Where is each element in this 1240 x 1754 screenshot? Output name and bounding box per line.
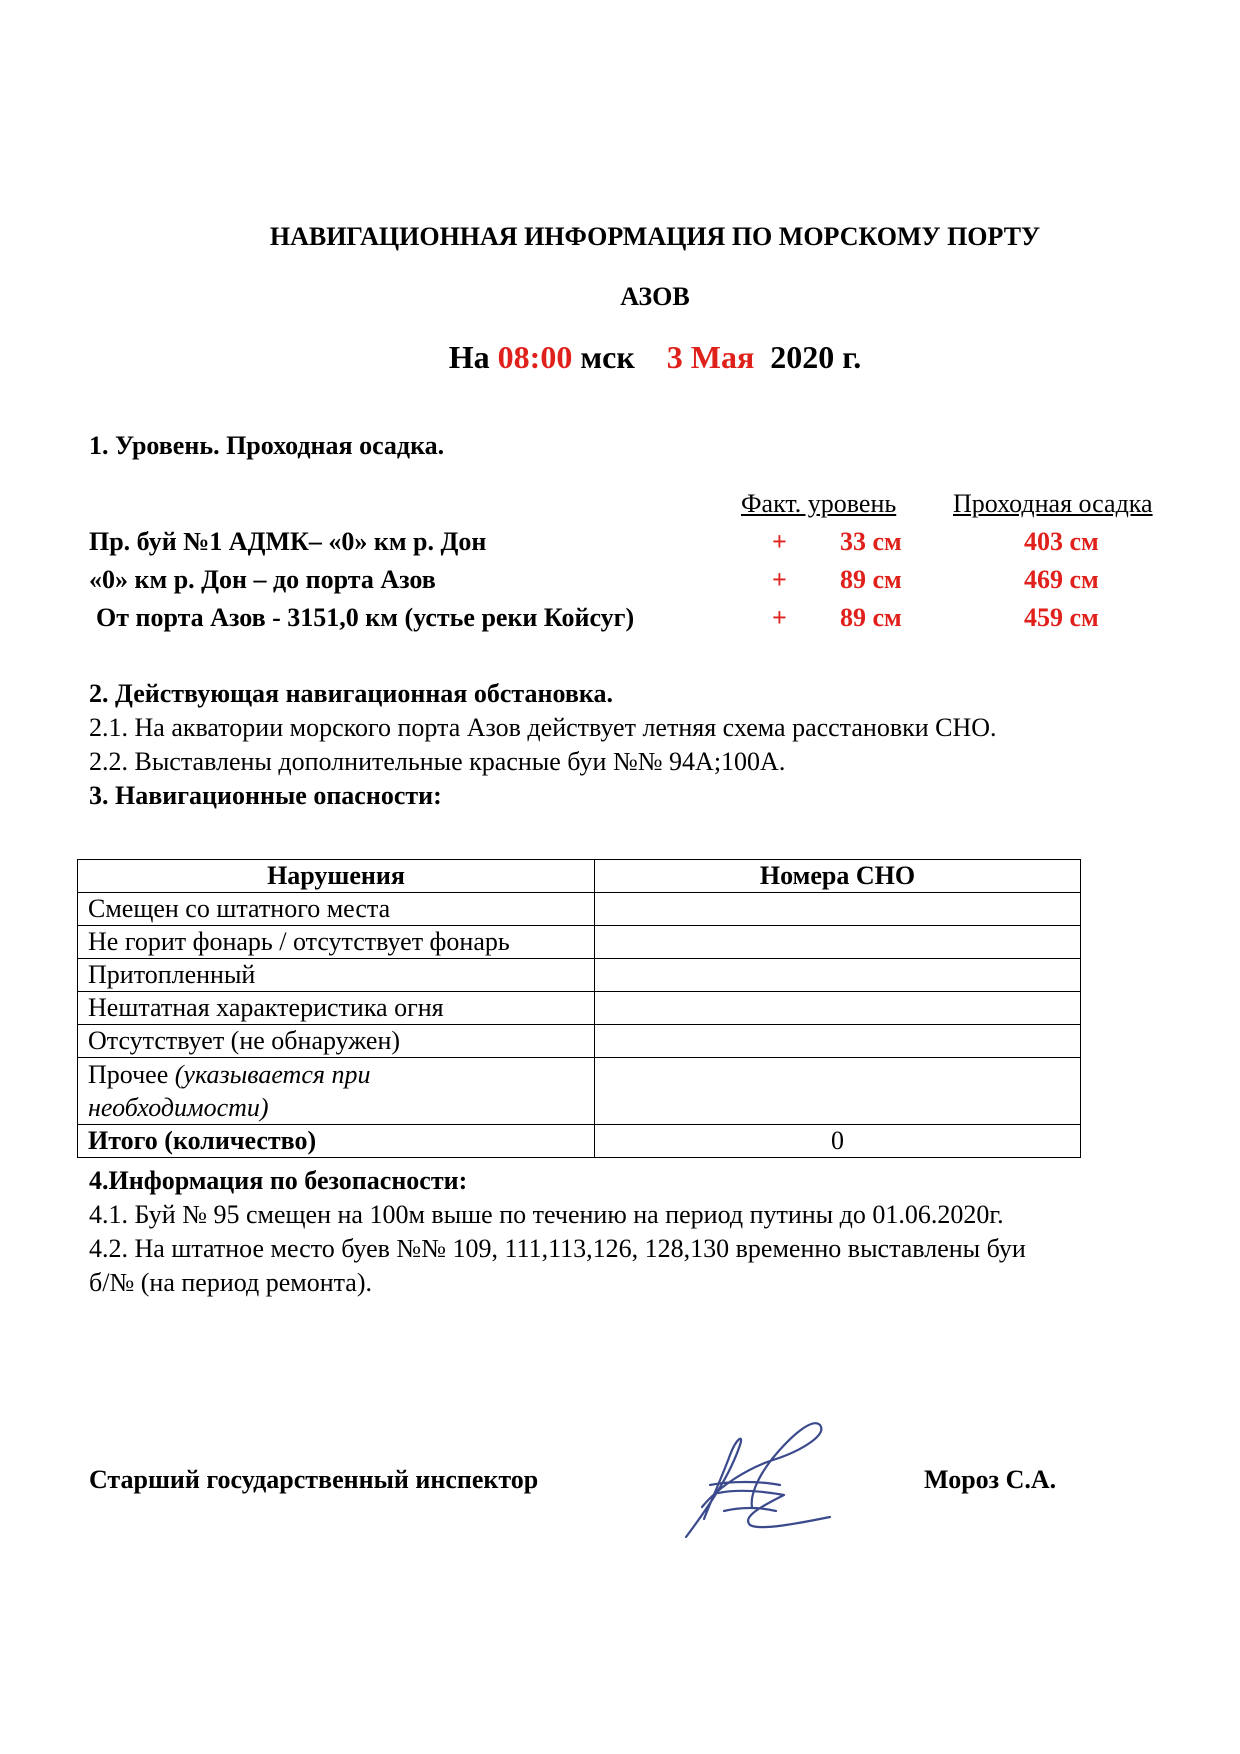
violation-label: Не горит фонарь / отсутствует фонарь	[78, 926, 595, 959]
level-row-draft: 403 см	[1024, 527, 1099, 556]
violation-label-other	[78, 1058, 595, 1125]
sno-numbers-cell	[595, 992, 1081, 1025]
level-row-level: 33 см	[840, 527, 902, 556]
report-year: 2020 г.	[770, 339, 862, 375]
violation-label: Нештатная характеристика огня	[78, 992, 595, 1025]
section4-item: б/№ (на период ремонта).	[89, 1268, 373, 1297]
section2-item: 2.1. На акватории морского порта Азов действует летняя схема расстановки СНО.	[89, 713, 997, 742]
other-note: необходимости)	[88, 1093, 269, 1122]
other-label: Прочее	[88, 1060, 169, 1089]
sno-numbers-cell	[595, 893, 1081, 926]
table-row	[78, 959, 1081, 992]
level-row-level: 89 см	[840, 603, 902, 632]
report-time: 08:00	[497, 339, 573, 375]
col-sno-numbers: Номера СНО	[595, 860, 1081, 893]
report-date: 3 Мая	[666, 339, 755, 375]
level-row-sign: +	[772, 565, 787, 594]
hazards-table	[77, 859, 1081, 1158]
level-row-label: «0» км р. Дон – до порта Азов	[89, 565, 436, 594]
section4-heading: 4.Информация по безопасности:	[89, 1166, 468, 1195]
table-row	[78, 893, 1081, 926]
violation-label: Смещен со штатного места	[78, 893, 595, 926]
port-name: АЗОВ	[620, 282, 690, 311]
section4-item: 4.1. Буй № 95 смещен на 100м выше по течению на период путины до 01.06.2020г.	[89, 1200, 1004, 1229]
table-row	[78, 992, 1081, 1025]
signature-image	[680, 1415, 840, 1545]
section2-heading: 2. Действующая навигационная обстановка.	[89, 679, 613, 708]
date-prefix: На	[448, 339, 490, 375]
violation-label: Отсутствует (не обнаружен)	[78, 1025, 595, 1058]
table-total-row	[78, 1125, 1081, 1158]
col-violations: Нарушения	[78, 860, 595, 893]
level-row-draft: 469 см	[1024, 565, 1099, 594]
section3-heading: 3. Навигационные опасности:	[89, 781, 442, 810]
signatory-position: Старший государственный инспектор	[89, 1465, 539, 1494]
sno-numbers-cell	[595, 926, 1081, 959]
table-header-row	[78, 860, 1081, 893]
table-row	[78, 1025, 1081, 1058]
section4-item: 4.2. На штатное место буев №№ 109, 111,113,126, 128,130 временно выставлены буи	[89, 1234, 1026, 1263]
other-note: (указывается при	[174, 1060, 371, 1089]
level-row-label: Пр. буй №1 АДМК– «0» км р. Дон	[89, 527, 487, 556]
table-row	[78, 926, 1081, 959]
time-suffix: мск	[580, 339, 635, 375]
report-datetime	[0, 339, 1240, 376]
total-value: 0	[595, 1125, 1081, 1158]
table-row-other	[78, 1058, 1081, 1125]
level-row-sign: +	[772, 527, 787, 556]
sno-numbers-cell	[595, 959, 1081, 992]
violation-label: Притопленный	[78, 959, 595, 992]
total-label: Итого (количество)	[78, 1125, 595, 1158]
level-row-sign: +	[772, 603, 787, 632]
col-passing-draft: Проходная осадка	[953, 489, 1153, 518]
level-row-label: От порта Азов - 3151,0 км (устье реки Койсуг)	[96, 603, 635, 632]
sno-numbers-cell	[595, 1025, 1081, 1058]
col-fact-level: Факт. уровень	[741, 489, 897, 518]
signatory-name: Мороз С.А.	[924, 1465, 1057, 1494]
section2-item: 2.2. Выставлены дополнительные красные буи №№ 94А;100А.	[89, 747, 786, 776]
sno-numbers-cell	[595, 1058, 1081, 1125]
level-row-draft: 459 см	[1024, 603, 1099, 632]
document-title: НАВИГАЦИОННАЯ ИНФОРМАЦИЯ ПО МОРСКОМУ ПОРТУ	[269, 222, 1041, 251]
section1-heading: 1. Уровень. Проходная осадка.	[89, 431, 445, 460]
level-row-level: 89 см	[840, 565, 902, 594]
